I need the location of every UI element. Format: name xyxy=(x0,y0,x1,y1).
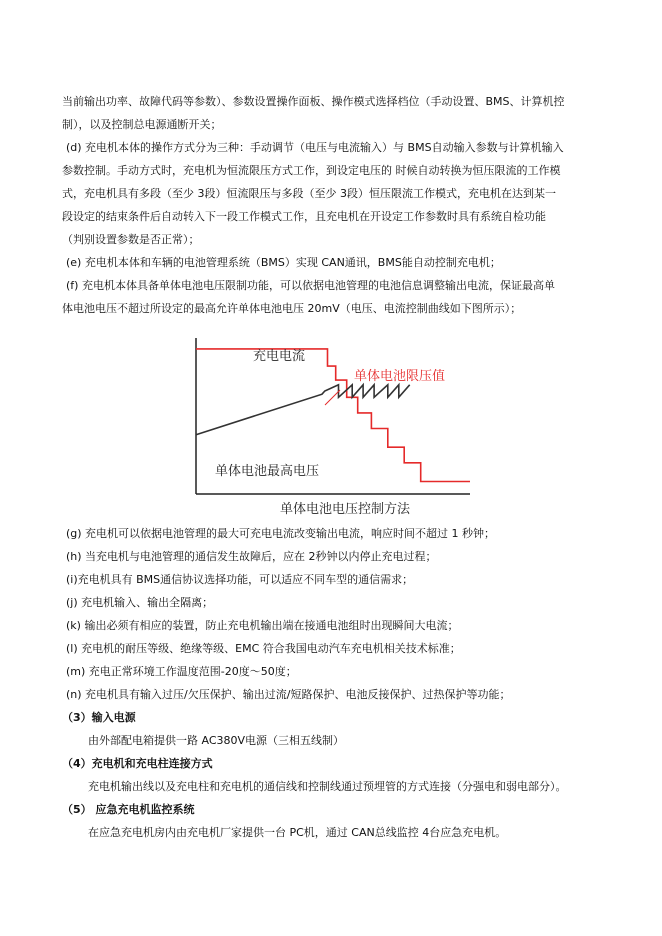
item-h: (h) 当充电机与电池管理的通信发生故障后，应在 2秒钟以内停止充电过程； xyxy=(66,550,437,563)
item-i: (i)充电机具有 BMS通信协议选择功能，可以适应不同车型的通信需求； xyxy=(66,573,414,586)
item-d-line-3: 式，充电机具有多段（至少 3段）恒流限压与多段（至少 3段）恒压限流工作模式，充电机在达到某一 xyxy=(62,187,556,200)
section-3-body: 由外部配电箱提供一路 AC380V电源（三相五线制） xyxy=(88,734,345,747)
section-4-body: 充电机输出线以及充电柱和充电机的通信线和控制线通过预埋管的方式连接（分强电和弱电部分）。 xyxy=(88,780,567,793)
item-n: (n) 充电机具有输入过压/欠压保护、输出过流/短路保护、电池反接保护、过热保护等功能； xyxy=(66,688,511,701)
max-voltage-label: 单体电池最高电压 xyxy=(215,464,320,479)
item-g: (g) 充电机可以依据电池管理的最大可充电电流改变输出电流，响应时间不超过 1 秒钟； xyxy=(66,527,496,540)
intro-line-1: 当前输出功率、故障代码等参数）、参数设置操作面板、操作模式选择档位（手动设置、BMS、计算机控 xyxy=(62,95,565,108)
series-max-cell-voltage xyxy=(196,385,410,435)
section-3-heading: （3）输入电源 xyxy=(62,711,136,724)
chart-title: 单体电池电压控制方法 xyxy=(280,502,411,517)
item-l: (l) 充电机的耐压等级、绝缘等级、EMC 符合我国电动汽车充电机相关技术标准； xyxy=(66,642,461,655)
voltage-control-chart xyxy=(180,330,510,520)
item-f-line-1: (f) 充电机本体具备单体电池电压限制功能，可以依据电池管理的电池信息调整输出电流，保证最高单 xyxy=(66,279,555,292)
section-4-heading: （4）充电机和充电柱连接方式 xyxy=(62,757,213,770)
item-d-line-2: 参数控制。手动方式时，充电机为恒流限压方式工作，到设定电压的 时候自动转换为恒压限流的工作模 xyxy=(62,164,561,177)
item-d-line-5: （判别设置参数是否正常）； xyxy=(62,233,200,246)
item-d-line-4: 段设定的结束条件后自动转入下一段工作模式工作，且充电机在开设定工作参数时具有系统自检功能 xyxy=(62,210,546,223)
section-5-heading: （5） 应急充电机监控系统 xyxy=(62,803,195,816)
item-k: (k) 输出必须有相应的装置，防止充电机输出端在接通电池组时出现瞬间大电流； xyxy=(66,619,459,632)
item-j: (j) 充电机输入、输出全隔离； xyxy=(66,596,214,609)
item-f-line-2: 体电池电压不超过所设定的最高允许单体电池电压 20mV（电压、电流控制曲线如下图所示）； xyxy=(62,302,522,315)
item-m: (m) 充电正常环境工作温度范围-20度～50度； xyxy=(66,665,297,678)
limit-label: 单体电池限压值 xyxy=(354,369,446,384)
intro-line-2: 制），以及控制总电源通断开关； xyxy=(62,118,222,131)
section-5-body: 在应急充电机房内由充电机厂家提供一台 PC机，通过 CAN总线监控 4台应急充电机。 xyxy=(88,826,507,839)
current-label: 充电电流 xyxy=(253,349,306,364)
item-e-line-1: (e) 充电机本体和车辆的电池管理系统（BMS）实现 CAN通讯，BMS能自动控制充电机； xyxy=(66,256,501,269)
item-d-line-1: (d) 充电机本体的操作方式分为三种：手动调节（电压与电流输入）与 BMS自动输入参数与计算机输入 xyxy=(66,141,564,154)
